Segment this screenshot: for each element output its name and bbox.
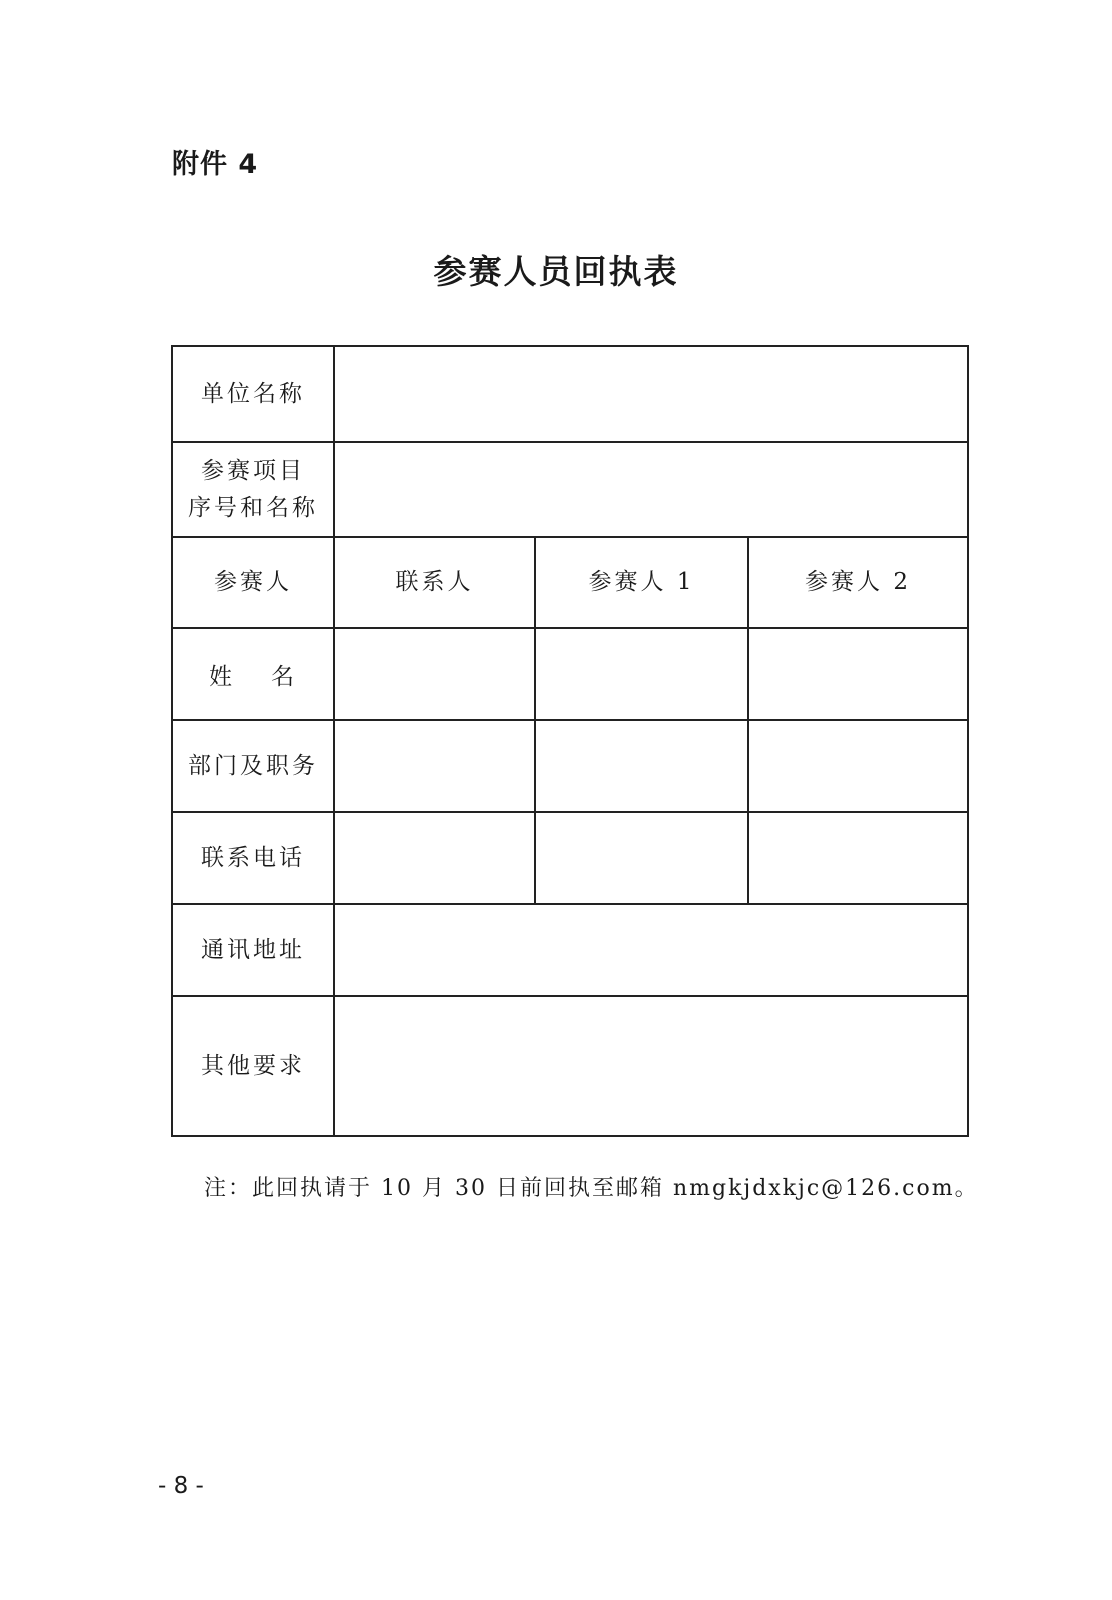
name-label-part1: 姓: [209, 663, 235, 690]
participant-1-phone-field[interactable]: [535, 812, 748, 904]
participant-2-phone-field[interactable]: [748, 812, 968, 904]
phone-row: [172, 812, 968, 904]
contact-phone-field[interactable]: [334, 812, 535, 904]
unit-name-field[interactable]: [334, 346, 968, 442]
participant-header: 参赛人: [172, 537, 334, 628]
other-requirements-label: 其他要求: [172, 996, 334, 1136]
attachment-label: 附件 4: [172, 149, 259, 180]
project-label-line1: 参赛项目: [201, 457, 305, 484]
name-label: [172, 628, 334, 720]
department-row: [172, 720, 968, 812]
address-field[interactable]: [334, 904, 968, 996]
project-label-line2: 序号和名称: [188, 494, 318, 521]
participant-2-department-field[interactable]: [748, 720, 968, 812]
project-field[interactable]: [334, 442, 968, 537]
address-label: 通讯地址: [172, 904, 334, 996]
project-row: [172, 442, 968, 537]
registration-form-table: [171, 345, 969, 1137]
name-row: [172, 628, 968, 720]
unit-name-label: 单位名称: [172, 346, 334, 442]
other-requirements-row: [172, 996, 968, 1136]
participant-2-name-field[interactable]: [748, 628, 968, 720]
page-number: - 8 -: [158, 1473, 204, 1499]
contact-person-header: 联系人: [334, 537, 535, 628]
unit-name-row: [172, 346, 968, 442]
project-label: [172, 442, 334, 537]
other-requirements-field[interactable]: [334, 996, 968, 1136]
contact-department-field[interactable]: [334, 720, 535, 812]
participant-1-header: 参赛人 1: [535, 537, 748, 628]
page-title: 参赛人员回执表: [433, 252, 679, 291]
name-label-part2: 名: [271, 663, 297, 690]
participant-1-name-field[interactable]: [535, 628, 748, 720]
phone-label: 联系电话: [172, 812, 334, 904]
header-row: [172, 537, 968, 628]
department-label: 部门及职务: [172, 720, 334, 812]
contact-name-field[interactable]: [334, 628, 535, 720]
footnote: 注：此回执请于 10 月 30 日前回执至邮箱 nmgkjdxkjc@126.com。: [204, 1176, 979, 1201]
participant-2-header: 参赛人 2: [748, 537, 968, 628]
participant-1-department-field[interactable]: [535, 720, 748, 812]
address-row: [172, 904, 968, 996]
